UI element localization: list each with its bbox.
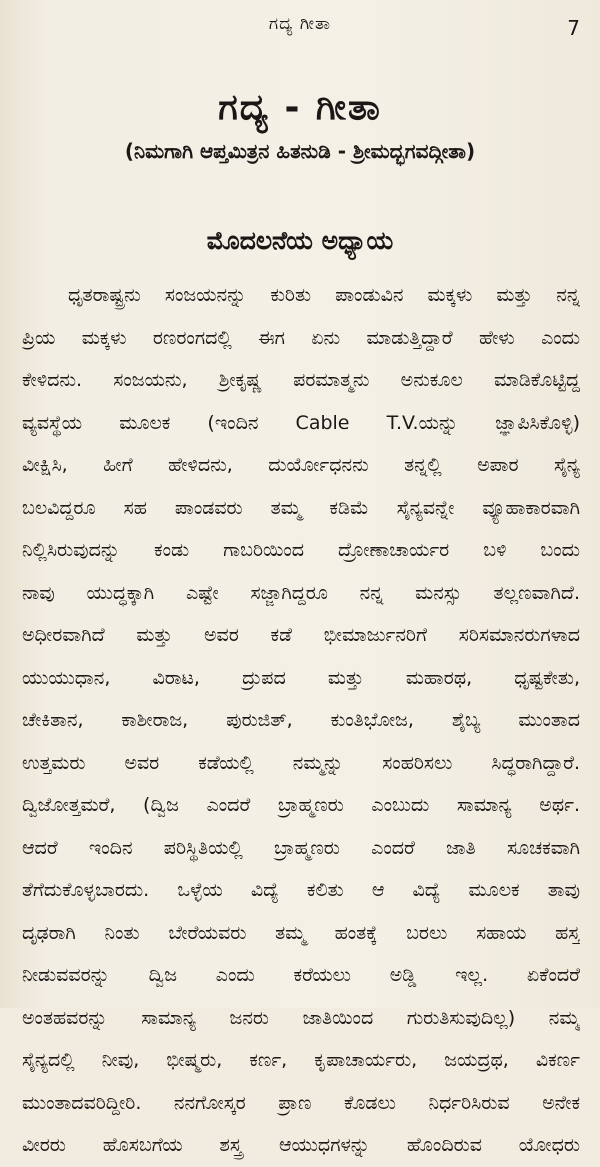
- text-line: ವೀಕ್ಷಿಸಿ, ಹೀಗೆ ಹೇಳಿದನು, ದುರ್ಯೋಧನನು ತನ್ನಲ್ಲಿ ಅಪಾರ ಸೈನ್ಯ: [22, 454, 580, 476]
- text-line: ನಿಲ್ಲಿಸಿರುವುದನ್ನು ಕಂಡು ಗಾಬರಿಯಿಂದ ದ್ರೋಣಾಚಾರ್ಯರ ಬಳಿ ಬಂದು: [22, 539, 580, 561]
- chapter-heading: ಮೊದಲನೆಯ ಅಧ್ಯಾಯ: [206, 226, 394, 255]
- running-head: [0, 12, 600, 42]
- text-line: ದ್ವಿಜೋತ್ತಮರೆ, (ದ್ವಿಜ ಎಂದರೆ ಬ್ರಾಹ್ಮಣರು ಎಂಬುದು ಸಾಮಾನ್ಯ ಅರ್ಥ.: [22, 794, 580, 816]
- book-subtitle: (ನಿಮಗಾಗಿ ಆಪ್ತಮಿತ್ರನ ಹಿತನುಡಿ - ಶ್ರೀಮದ್ಭಗವದ್ಗೀತಾ): [124, 139, 476, 163]
- text-line: ದೃಢರಾಗಿ ನಿಂತು ಬೇರೆಯವರು ತಮ್ಮ ಹಂತಕ್ಕೆ ಬರಲು ಸಹಾಯ ಹಸ್ತ: [22, 921, 580, 944]
- text-line: ಅಧೀರವಾಗಿದೆ ಮತ್ತು ಅವರ ಕಡೆ ಭೀಮಾರ್ಜುನರಿಗೆ ಸರಿಸಮಾನರುಗಳಾದ: [22, 624, 580, 646]
- text-line: ಧೃತರಾಷ್ಟ್ರನು ಸಂಜಯನನ್ನು ಕುರಿತು ಪಾಂಡುವಿನ ಮಕ್ಕಳು ಮತ್ತು ನನ್ನ: [68, 284, 580, 306]
- text-line: ಉತ್ತಮರು ಅವರ ಕಡೆಯಲ್ಲಿ ನಮ್ಮನ್ನು ಸಂಹರಿಸಲು ಸಿದ್ಧರಾಗಿದ್ದಾರೆ.: [22, 751, 580, 774]
- text-line: ಮುಂತಾದವರಿದ್ದೀರಿ. ನನಗೋಸ್ಕರ ಪ್ರಾಣ ಕೊಡಲು ನಿರ್ಧರಿಸಿರುವ ಅನೇಕ: [22, 1091, 580, 1114]
- text-line: ಆದರೆ ಇಂದಿನ ಪರಿಸ್ಥಿತಿಯಲ್ಲಿ ಬ್ರಾಹ್ಮಣರು ಎಂದರೆ ಜಾತಿ ಸೂಚಕವಾಗಿ: [22, 836, 580, 859]
- text-line: ನಾವು ಯುದ್ಧಕ್ಕಾಗಿ ಎಷ್ಟೇ ಸಜ್ಜಾಗಿದ್ದರೂ ನನ್ನ ಮನಸ್ಸು ತಲ್ಲಣವಾಗಿದೆ.: [22, 581, 580, 604]
- book-title: ಗದ್ಯ - ಗೀತಾ: [218, 87, 382, 128]
- body-text: [22, 274, 580, 1167]
- text-line: ವೀರರು ಹೊಸಬಗೆಯ ಶಸ್ತ್ರ ಆಯುಧಗಳನ್ನು ಹೊಂದಿರುವ ಯೋಧರು: [22, 1134, 580, 1156]
- text-line: ಬಲವಿದ್ದರೂ ಸಹ ಪಾಂಡವರು ತಮ್ಮ ಕಡಿಮೆ ಸೈನ್ಯವನ್ನೇ ವ್ಯೂಹಾಕಾರವಾಗಿ: [22, 496, 580, 519]
- text-line: ಸೈನ್ಯದಲ್ಲಿ ನೀವು, ಭೀಷ್ಮರು, ಕರ್ಣ, ಕೃಪಾಚಾರ್ಯರು, ಜಯದ್ರಥ, ವಿಕರ್ಣ: [22, 1049, 580, 1071]
- text-line: ನೀಡುವವರನ್ನು ದ್ವಿಜ ಎಂದು ಕರೆಯಲು ಅಡ್ಡಿ ಇಲ್ಲ. ಏಕೆಂದರೆ: [22, 964, 580, 986]
- running-head-title: ಗದ್ಯ ಗೀತಾ: [268, 14, 332, 34]
- text-line: ಕೇಳಿದನು. ಸಂಜಯನು, ಶ್ರೀಕೃಷ್ಣ ಪರಮಾತ್ಮನು ಅನುಕೂಲ ಮಾಡಿಕೊಟ್ಟಿದ್ದ: [22, 369, 580, 391]
- text-line: ತೆಗೆದುಕೊಳ್ಳಬಾರದು. ಒಳ್ಳೆಯ ವಿದ್ಯೆ ಕಲಿತು ಆ ವಿದ್ಯೆ ಮೂಲಕ ತಾವು: [22, 879, 580, 901]
- text-line: ಪ್ರಿಯ ಮಕ್ಕಳು ರಣರಂಗದಲ್ಲಿ ಈಗ ಏನು ಮಾಡುತ್ತಿದ್ದಾರೆ ಹೇಳು ಎಂದು: [22, 326, 580, 349]
- page-number: 7: [567, 16, 580, 40]
- text-line: ಅಂತಹವರನ್ನು ಸಾಮಾನ್ಯ ಜನರು ಜಾತಿಯಿಂದ ಗುರುತಿಸುವುದಿಲ್ಲ) ನಮ್ಮ: [22, 1006, 580, 1029]
- text-line: ಯುಯುಧಾನ, ವಿರಾಟ, ದ್ರುಪದ ಮತ್ತು ಮಹಾರಥ, ಧೃಷ್ಟಕೇತು,: [22, 666, 580, 689]
- text-line: ವ್ಯವಸ್ಥೆಯ ಮೂಲಕ (ಇಂದಿನ Cable T.V.ಯನ್ನು ಜ್ಞಾಪಿಸಿಕೊಳ್ಳಿ): [22, 411, 580, 434]
- text-line: ಚೇಕಿತಾನ, ಕಾಶೀರಾಜ, ಪುರುಜಿತ್, ಕುಂತಿಭೋಜ, ಶೈಬ್ಯ ಮುಂತಾದ: [22, 709, 580, 731]
